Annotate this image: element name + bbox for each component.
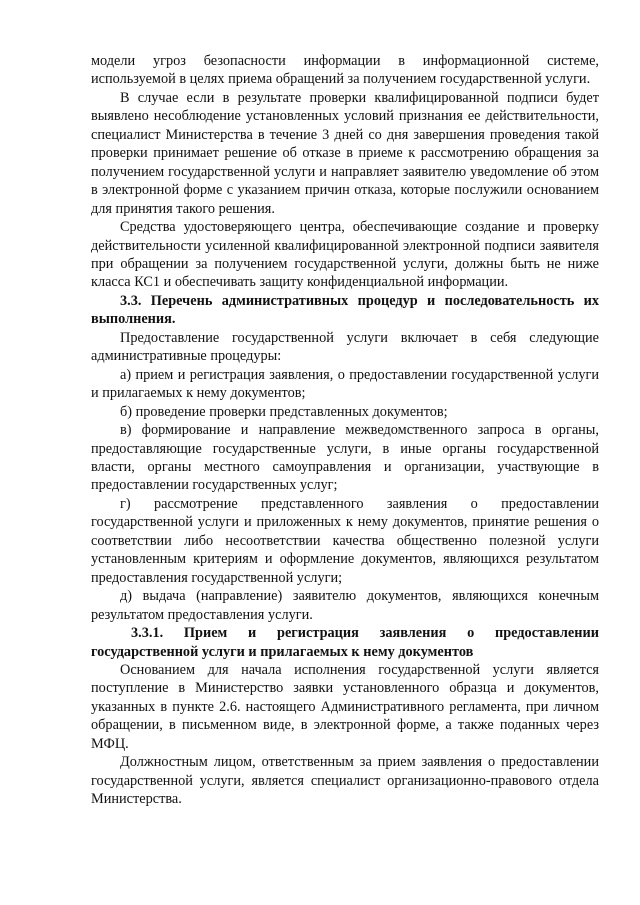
list-item-b: б) проведение проверки представленных документов;	[120, 403, 448, 420]
paragraph-certification-center-means: Средства удостоверяющего центра, обеспечивающие создание и проверку действительности усиленной квалифицированной электронной подписи заявителя при обращении за получением государственной услуги, должны быть не ниже класса КС1 и обеспечивать защиту конфиденциальной информации.	[91, 219, 599, 291]
paragraph-threat-model: модели угроз безопасности информации в информационной системе, используемой в целях приема обращений за получением государственной услуги.	[91, 53, 599, 88]
paragraph-procedures-intro: Предоставление государственной услуги включает в себя следующие административные процедуры:	[91, 329, 599, 365]
list-item-a: а) прием и регистрация заявления, о предоставлении государственной услуги и прилагаемых к нему документов;	[91, 366, 599, 402]
document-body	[91, 52, 599, 809]
section-heading-3-3: 3.3. Перечень административных процедур и последовательность их выполнения.	[91, 292, 599, 328]
paragraph-signature-check-refusal: В случае если в результате проверки квалифицированной подписи будет выявлено несоблюдение установленных условий признания ее действительности, специалист Министерства в течение 3 дней со дня завершения проведения такой проверки принимает решение об отказе в приеме к рассмотрению обращения за получением государственной услуги и направляет заявителю уведомление об этом в электронной форме с указанием причин отказа, которые послужили основанием для принятия такого решения.	[91, 89, 599, 217]
list-item-v: в) формирование и направление межведомственного запроса в органы, предоставляющие государственные услуги, в иные органы государственной власти, органы местного самоуправления и организации, участвующие в предоставлении государственных услуг;	[91, 422, 599, 494]
list-item-g: г) рассмотрение представленного заявления о предоставлении государственной услуги и приложенных к нему документов, принятие решения о соответствии либо несоответствии качества общественно полезной услуги установленным критериям и оформление документов, являющихся результатом предоставления государственной услуги;	[91, 495, 599, 586]
paragraph-basis-for-start: Основанием для начала исполнения государственной услуги является поступление в Министерство заявки установленного образца и документов, указанных в пункте 2.6. настоящего Административного регламента, при личном обращении, в письменном виде, в электронной форме, а также поданных через МФЦ.	[91, 661, 599, 752]
section-heading-3-3-1: 3.3.1. Прием и регистрация заявления о предоставлении государственной услуги и прилагаемых к нему документов	[91, 625, 599, 660]
list-item-d: д) выдача (направление) заявителю документов, являющихся конечным результатом предоставления услуги.	[91, 588, 599, 623]
paragraph-responsible-official: Должностным лицом, ответственным за прием заявления о предоставлении государственной услуги, является специалист организационно-правового отдела Министерства.	[91, 754, 599, 808]
